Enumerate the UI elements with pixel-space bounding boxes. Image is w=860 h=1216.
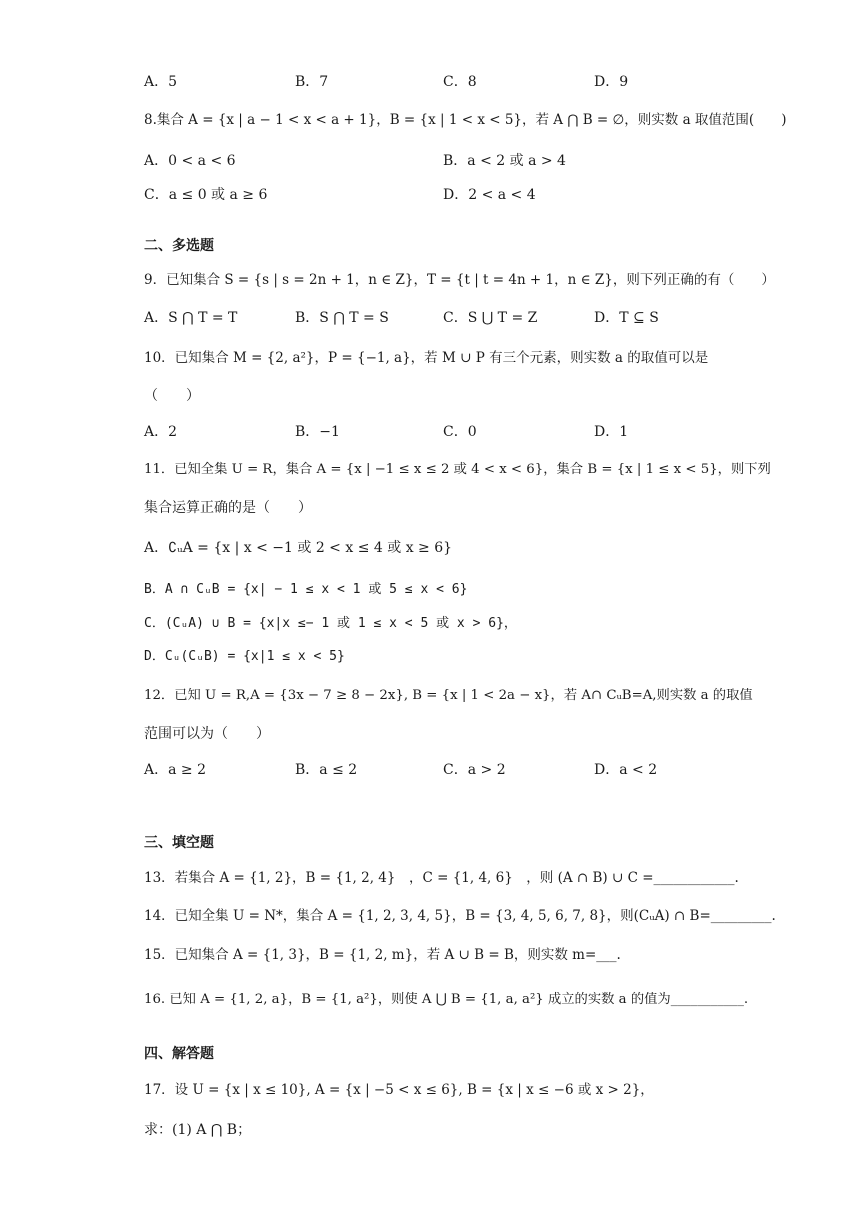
section-title-multiple-choice: 二、多选题 xyxy=(144,238,214,254)
q10-option-b: B．−1 xyxy=(295,424,340,440)
q9-stem: 9．已知集合 S = {s | s = 2n + 1，n ∈ Z}，T = {t | t = 4n + 1，n ∈ Z}，则下列正确的有（ ） xyxy=(144,272,775,288)
q8-option-a: A．0 < a < 6 xyxy=(144,153,236,169)
q9-option-a: A．S ⋂ T = T xyxy=(144,310,238,326)
q11-option-b: B．A ∩ CᵤB = {x| − 1 ≤ x < 1 或 5 ≤ x < 6} xyxy=(144,582,468,597)
q11-option-c: C．(CᵤA) ∪ B = {x|x ≤− 1 或 1 ≤ x < 5 或 x > 6}， xyxy=(144,616,517,631)
q12-option-a: A．a ≥ 2 xyxy=(144,762,206,778)
q11-stem-continued: 集合运算正确的是（ ） xyxy=(144,500,312,516)
q7-option-d: D．9 xyxy=(594,74,629,90)
q11-option-d: D．Cᵤ(CᵤB) = {x|1 ≤ x < 5} xyxy=(144,649,345,664)
q12-option-d: D．a < 2 xyxy=(594,762,658,778)
q15-stem: 15．已知集合 A = {1, 3}，B = {1, 2, m}，若 A ∪ B = B，则实数 m=___. xyxy=(144,947,621,963)
q16-stem: 16. 已知 A = {1, 2, a}，B = {1, a²}，则使 A ⋃ B = {1, a, a²} 成立的实数 a 的值为___________. xyxy=(144,992,749,1007)
q10-option-a: A．2 xyxy=(144,424,178,440)
q11-stem: 11．已知全集 U = R，集合 A = {x | −1 ≤ x ≤ 2 或 4 < x < 6}，集合 B = {x | 1 ≤ x < 5}，则下列 xyxy=(144,462,771,477)
q9-option-b: B．S ⋂ T = S xyxy=(295,310,389,326)
q12-option-c: C．a > 2 xyxy=(443,762,506,778)
q9-option-d: D．T ⊆ S xyxy=(594,310,659,326)
q17-stem: 17．设 U = {x | x ≤ 10}, A = {x | −5 < x ≤ 6}, B = {x | x ≤ −6 或 x > 2}， xyxy=(144,1082,654,1098)
section-title-fill-in: 三、填空题 xyxy=(144,835,214,851)
q8-stem: 8.集合 A = {x | a − 1 < x < a + 1}，B = {x | 1 < x < 5}，若 A ⋂ B = ∅，则实数 a 取值范围( ) xyxy=(144,112,787,128)
q13-stem: 13．若集合 A = {1, 2}，B = {1, 2, 4} ，C = {1, 4, 6} ，则 (A ∩ B) ∪ C =____________. xyxy=(144,870,739,886)
q10-stem-continued: （ ） xyxy=(144,388,200,404)
q17-sub1: 求：(1) A ⋂ B； xyxy=(144,1122,252,1138)
q8-option-c: C．a ≤ 0 或 a ≥ 6 xyxy=(144,187,268,203)
q12-stem-continued: 范围可以为（ ） xyxy=(144,726,270,742)
q12-option-b: B．a ≤ 2 xyxy=(295,762,358,778)
q9-option-c: C．S ⋃ T = Z xyxy=(443,310,538,326)
q7-option-a: A．5 xyxy=(144,74,178,90)
q10-option-d: D．1 xyxy=(594,424,629,440)
q14-stem: 14．已知全集 U = N*，集合 A = {1, 2, 3, 4, 5}，B = {3, 4, 5, 6, 7, 8}，则(CᵤA) ∩ B=_________. xyxy=(144,908,776,924)
q12-stem: 12．已知 U = R,A = {3x − 7 ≥ 8 − 2x}, B = {x | 1 < 2a − x}，若 A∩ CᵤB=A,则实数 a 的取值 xyxy=(144,688,753,703)
q8-option-b: B．a < 2 或 a > 4 xyxy=(443,153,566,169)
q8-option-d: D．2 < a < 4 xyxy=(443,187,536,203)
section-title-answer: 四、解答题 xyxy=(144,1046,214,1062)
q7-option-b: B．7 xyxy=(295,74,329,90)
q10-stem: 10．已知集合 M = {2, a²}，P = {−1, a}，若 M ∪ P 有三个元素，则实数 a 的取值可以是 xyxy=(144,350,709,366)
q11-option-a: A．∁ᵤA = {x | x < −1 或 2 < x ≤ 4 或 x ≥ 6} xyxy=(144,540,453,556)
q10-option-c: C．0 xyxy=(443,424,477,440)
q7-option-c: C．8 xyxy=(443,74,477,90)
